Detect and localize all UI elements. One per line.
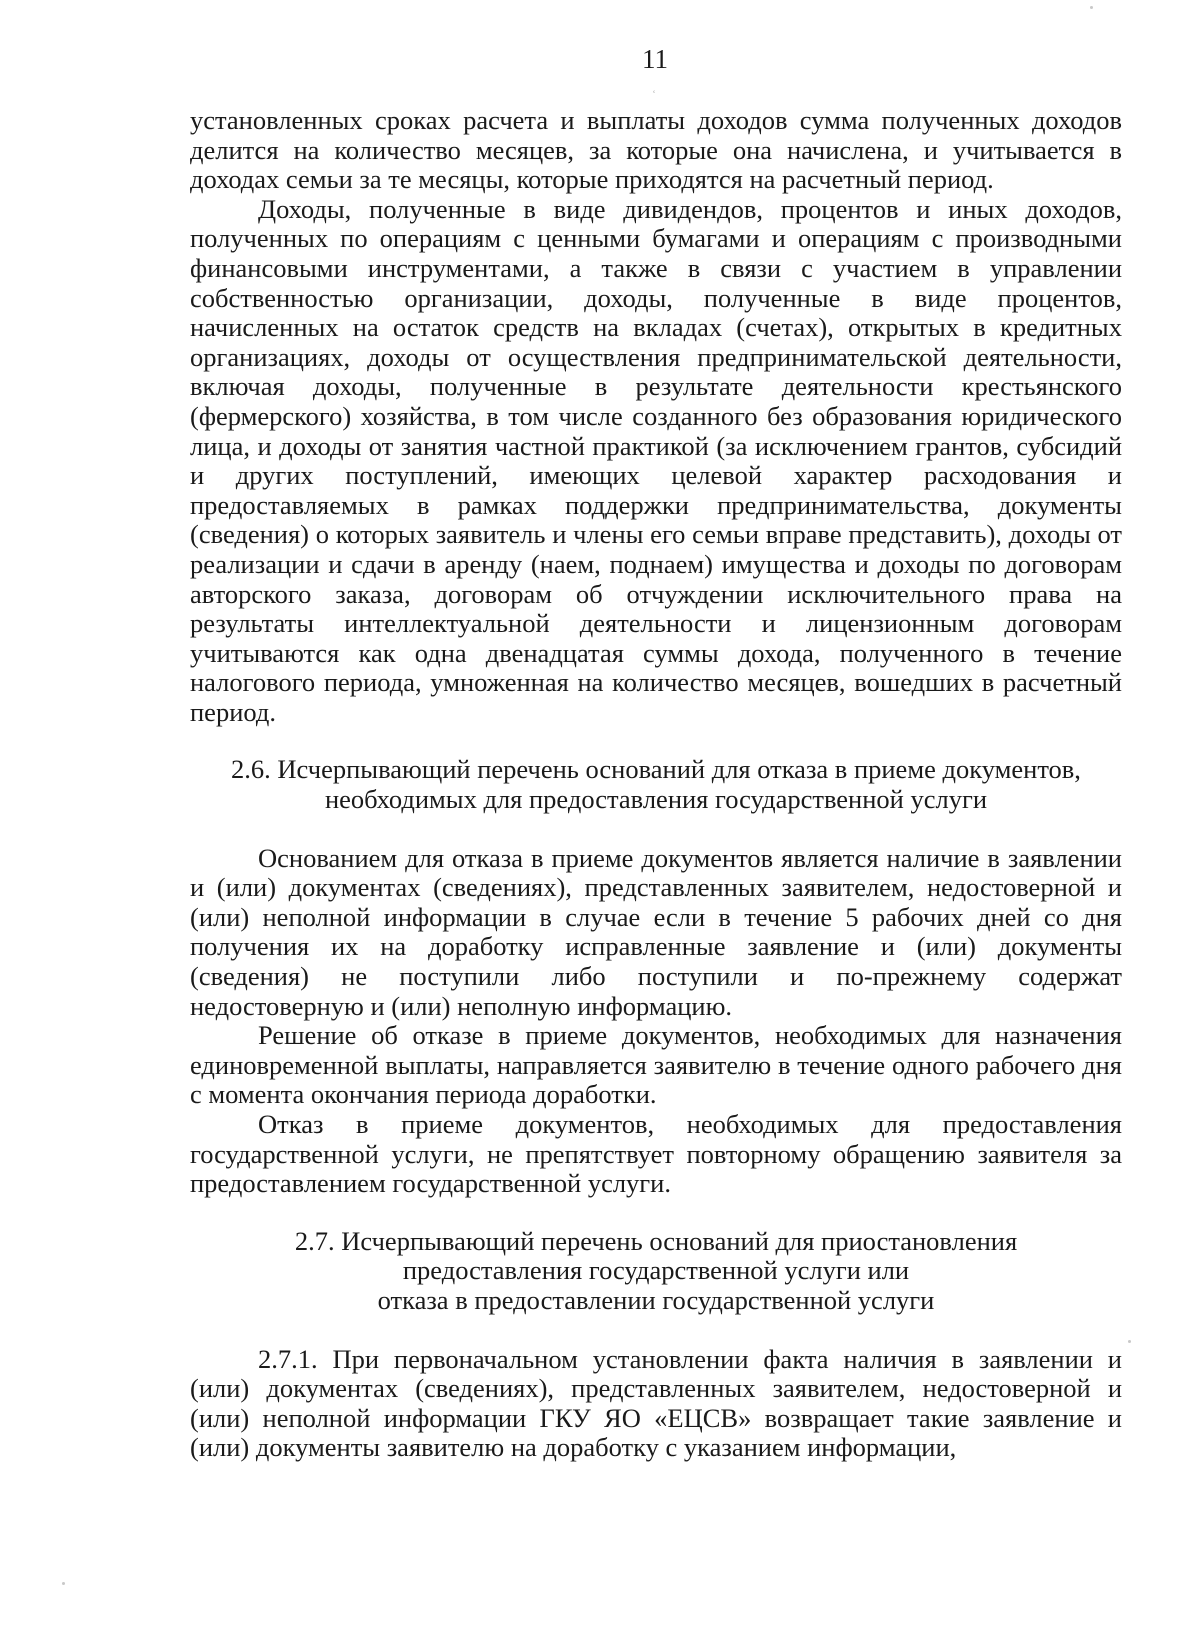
- paragraph-dividends-income: Доходы, полученные в виде дивидендов, процентов и иных доходов, полученных по операциям с ценными бумагами и операциям с производными финансовыми инструментами, а также в связи с участием в управлении собственностью организации, доходы, полученные в виде процентов, начисленных на остаток средств на вкладах (счетах), открытых в кредитных организациях, доходы от осуществления предпринимательской деятельности, включая доходы, полученные в результате деятельности крестьянского (фермерского) хозяйства, в том числе созданного без образования юридического лица, и доходы от занятия частной практикой (за исключением грантов, субсидий и других поступлений, имеющих целевой характер расходования и предоставляемых в рамках поддержки предпринимательства, документы (сведения) о которых заявитель и члены его семьи вправе представить), доходы от реализации и сдачи в аренду (наем, поднаем) имущества и доходы по договорам авторского заказа, договорам об отчуждении исключительного права на результаты интеллектуальной деятельности и лицензионным договорам учитываются как одна двенадцатая суммы дохода, полученного в течение налогового периода, умноженная на количество месяцев, вошедших в расчетный период.: [190, 193, 1122, 727]
- paragraph-refusal-decision: Решение об отказе в приеме документов, необходимых для назначения единовременной выплаты, направляется заявителю в течение одного рабочего дня с момента окончания периода доработки.: [190, 1020, 1122, 1110]
- paragraph-refusal-grounds: Основанием для отказа в приеме документов является наличие в заявлении и (или) документах (сведениях), представленных заявителем, недостоверной и (или) неполной информации в случае если в течение 5 рабочих дней со дня получения их на доработку исправленные заявление и (или) документы (сведения) не поступили либо поступили и по-прежнему содержат недостоверную и (или) неполную информацию.: [190, 842, 1122, 1021]
- section-2-7-body: [190, 1345, 1122, 1463]
- section-2-7-heading-line3: отказа в предоставлении государственной услуги: [377, 1284, 935, 1315]
- section-2-7-heading: [190, 1227, 1122, 1316]
- scan-speck: [62, 1582, 65, 1585]
- section-2-6-heading-line2: необходимых для предоставления государственной услуги: [324, 784, 988, 815]
- section-2-6-body: [190, 844, 1122, 1199]
- section-2-7-heading-line1: 2.7. Исчерпывающий перечень оснований для приостановления: [294, 1225, 1018, 1256]
- page-number: 11: [642, 44, 668, 74]
- section-2-7-heading-line2: предоставления государственной услуги или: [402, 1255, 910, 1286]
- paragraph-continuation: установленных сроках расчета и выплаты доходов сумма полученных доходов делится на количество месяцев, за которые она начислена, и учитывается в доходах семьи за те месяцы, которые приходятся на расчетный период.: [190, 105, 1122, 195]
- section-2-6-heading: [190, 755, 1122, 814]
- paragraph-2-7-1: 2.7.1. При первоначальном установлении факта наличия в заявлении и (или) документах (сведениях), представленных заявителем, недостоверной и (или) неполной информации ГКУ ЯО «ЕЦСВ» возвращает такие заявление и (или) документы заявителю на доработку с указанием информации,: [190, 1343, 1122, 1463]
- paragraph-repeat-application: Отказ в приеме документов, необходимых для предоставления государственной услуги, не препятствует повторному обращению заявителя за предоставлением государственной услуги.: [190, 1109, 1122, 1199]
- scan-mark: ʿ: [652, 88, 656, 102]
- scan-speck: [1128, 1340, 1131, 1343]
- section-2-6-heading-line1: 2.6. Исчерпывающий перечень оснований для отказа в приеме документов,: [231, 754, 1081, 785]
- scan-speck: [1090, 6, 1093, 9]
- document-body: [190, 106, 1122, 1463]
